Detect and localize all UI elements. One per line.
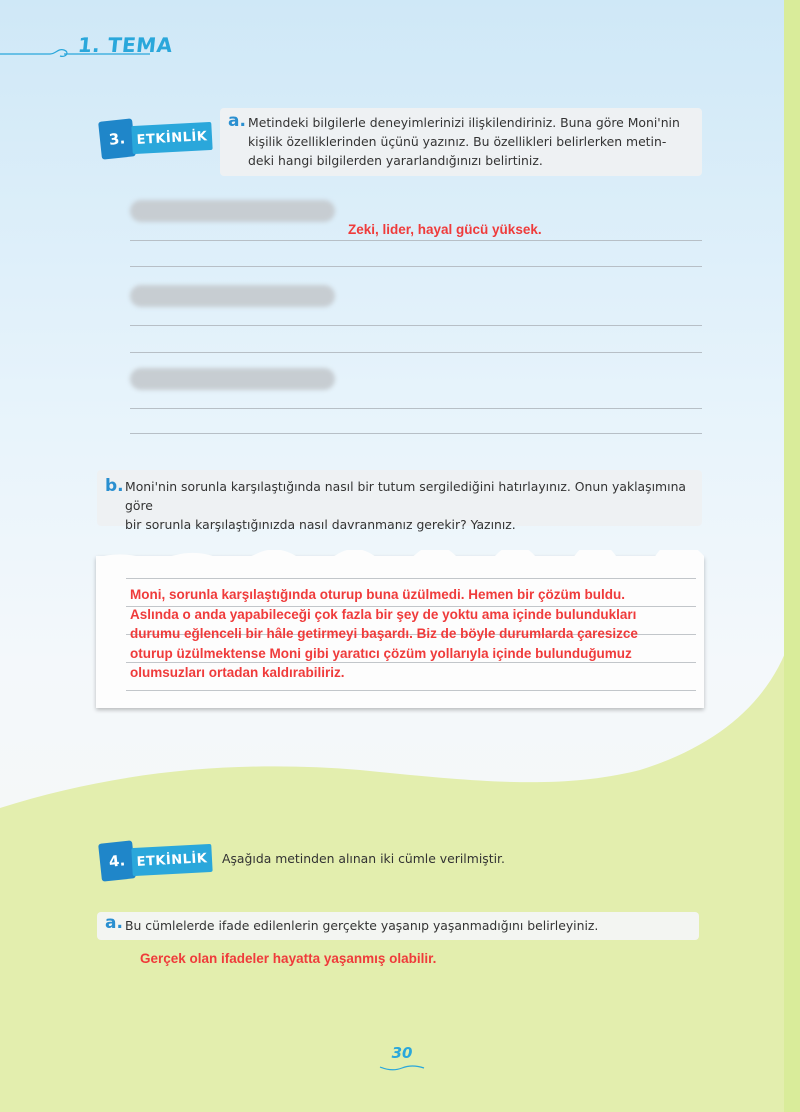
activity-number: 3. [98,118,136,159]
question-letter: a. [228,111,246,131]
question-line: Metindeki bilgilerle deneyimlerinizi ilişkilendiriniz. Buna göre Moni'nin [248,115,680,130]
answer-line: olumsuzları ortadan kaldırabiliriz. [130,665,345,680]
blurred-answer-placeholder [130,200,335,222]
answer-line: Moni, sorunla karşılaştığında oturup buna üzülmedi. Hemen bir çözüm buldu. [130,587,626,602]
writing-line [130,352,702,353]
activity-label: ETKİNLİK [131,844,212,876]
writing-line [130,408,702,409]
page-number-ornament [378,1063,426,1073]
question-line: deki hangi bilgilerden yararlandığınızı belirtiniz. [248,153,543,168]
activity-3-badge [100,120,215,154]
question-3b-box [97,470,702,532]
paper-line [126,578,696,579]
right-edge-strip [784,0,800,1112]
theme-title: 1. TEMA [76,33,174,57]
question-line: Moni'nin sorunla karşılaştığında nasıl bir tutum sergilediğini hatırlayınız. Onun yaklaşımına göre [125,479,687,513]
page-number: 30 [391,1044,413,1062]
question-line: bir sorunla karşılaştığınızda nasıl davranmanız gerekir? Yazınız. [125,517,516,532]
blurred-answer-placeholder [130,368,335,390]
writing-line [130,266,702,267]
question-4a-box [97,912,699,940]
paper-line [126,690,696,691]
writing-line [130,325,702,326]
writing-line [130,240,702,241]
answer-line: Aslında o anda yapabileceği çok fazla bir şey de yoktu ama içinde bulundukları [130,606,637,622]
question-letter: b. [105,476,124,496]
question-letter: a. [105,913,123,933]
answer-line: oturup üzülmektense Moni gibi yaratıcı çözüm yollarıyla içinde bulunduğumuz [130,645,632,661]
answer-3b [130,585,690,683]
question-line: kişilik özelliklerinden üçünü yazınız. Bu özellikleri belirlerken metin- [248,134,667,149]
answer-4a: Gerçek olan ifadeler hayatta yaşanmış olabilir. [140,951,437,966]
answer-line: durumu eğlenceli bir hâle getirmeyi başardı. Biz de böyle durumlarda çaresizce [130,626,638,641]
activity-4-intro: Aşağıda metinden alınan iki cümle verilmiştir. [222,851,505,866]
activity-label: ETKİNLİK [131,122,212,154]
torn-edge [96,550,704,560]
activity-4-badge [100,842,215,876]
question-3a-box [220,108,702,176]
answer-3a: Zeki, lider, hayal gücü yüksek. [348,222,542,237]
writing-line [130,433,702,434]
blurred-answer-placeholder [130,285,335,307]
question-line: Bu cümlelerde ifade edilenlerin gerçekte yaşanıp yaşanmadığını belirleyiniz. [125,918,599,933]
activity-number: 4. [98,840,136,881]
